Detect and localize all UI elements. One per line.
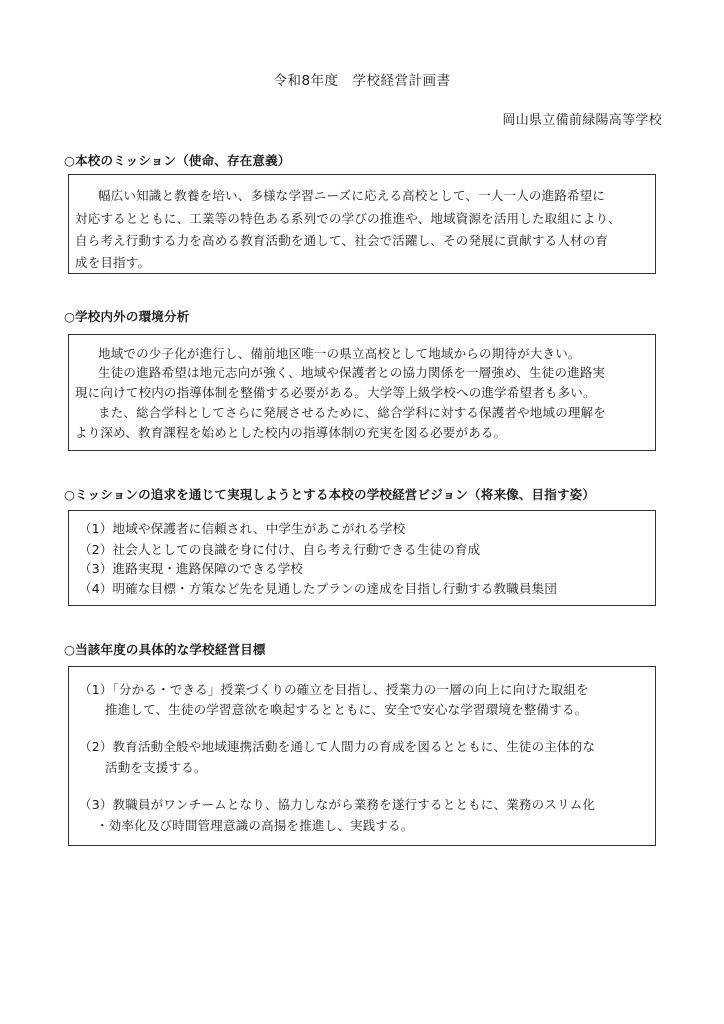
mission-heading: ○本校のミッション（使命、存在意義） — [64, 153, 291, 168]
goal-item-line: 推進して、生徒の学習意欲を喚起するとともに、安全で安心な学習環境を整備する。 — [105, 702, 588, 717]
goal-item-line: （3）教職員がワンチームとなり、協力しながら業務を遂行するとともに、業務のスリム化 — [79, 797, 596, 812]
vision-item: （1）地域や保護者に信頼され、中学生があこがれる学校 — [79, 521, 406, 536]
vision-heading: ○ミッションの追求を通じて実現しようとする本校の学校経営ビジョン（将来像、目指す姿） — [64, 487, 596, 502]
vision-item: （3）進路実現・進路保障のできる学校 — [79, 561, 304, 576]
goals-box — [68, 666, 656, 846]
mission-line: 自ら考え行動する力を高める教育活動を通して、社会で活躍し、その発展に貢献する人材の育 — [75, 233, 609, 248]
environment-line: また、総合学科としてさらに発展させるために、総合学科に対する保護者や地域の理解を — [98, 405, 607, 420]
environment-heading: ○学校内外の環境分析 — [64, 309, 190, 324]
school-name: 岡山県立備前緑陽高等学校 — [502, 113, 662, 128]
goal-item-line: （1）「分かる・できる」授業づくりの確立を目指し、授業力の一層の向上に向けた取組を — [79, 682, 589, 697]
environment-line: 現に向けて校内の指導体制を整備する必要がある。大学等上級学校への進学希望者も多い。 — [75, 385, 596, 400]
environment-box — [68, 334, 656, 451]
goals-heading: ○当該年度の具体的な学校経営目標 — [64, 642, 266, 657]
mission-line: 幅広い知識と教養を培い、多様な学習ニーズに応える高校として、一人一人の進路希望に — [98, 188, 606, 203]
environment-line: 生徒の進路希望は地元志向が強く、地域や保護者との協力関係を一層強め、生徒の進路実 — [98, 365, 606, 380]
environment-line: 地域での少子化が進行し、備前地区唯一の県立高校として地域からの期待が大きい。 — [98, 346, 581, 361]
vision-box — [68, 510, 656, 606]
goal-item-line: 活動を支援する。 — [105, 760, 207, 775]
page-title: 令和8年度 学校経営計画書 — [273, 73, 451, 89]
goal-item-line: ・効率化及び時間管理意識の高揚を推進し、実践する。 — [96, 818, 414, 833]
mission-line: 成を目指す。 — [75, 255, 151, 270]
vision-item: （2）社会人としての良識を身に付け、自ら考え行動できる生徒の育成 — [79, 542, 481, 557]
vision-item: （4）明確な目標・方策など先を見通したプランの達成を目指し行動する教職員集団 — [79, 581, 558, 596]
mission-box — [68, 174, 656, 274]
mission-line: 対応するとともに、工業等の特色ある系列での学びの推進や、地域資源を活用した取組により、 — [75, 211, 621, 226]
environment-line: より深め、教育課程を始めとした校内の指導体制の充実を図る必要がある。 — [75, 425, 507, 440]
goal-item-line: （2）教育活動全般や地域連携活動を通して人間力の育成を図るとともに、生徒の主体的な — [79, 739, 596, 754]
